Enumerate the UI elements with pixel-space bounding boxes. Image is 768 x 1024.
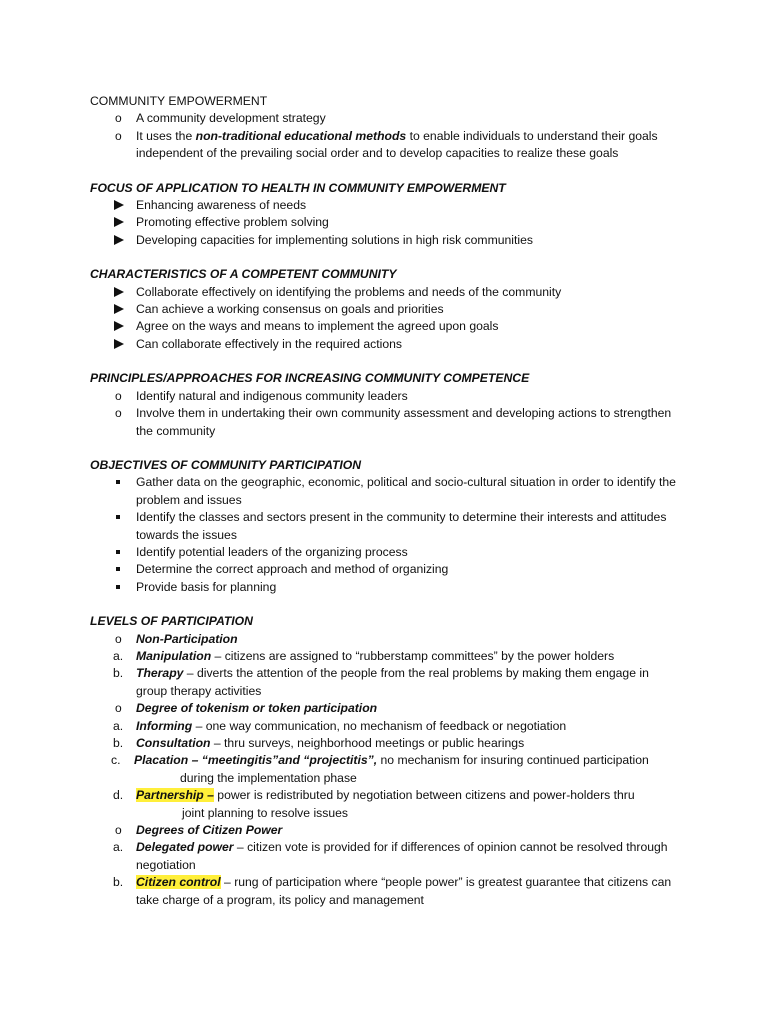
list-item [90,232,682,249]
item-text: – one way communication, no mechanism of feedback or negotiation [192,718,567,733]
item-term: Manipulation [136,648,212,663]
list-item [90,388,682,405]
item-text-emphasis: non-traditional educational methods [195,128,407,143]
list-item [90,301,682,318]
bullet-list [90,284,682,354]
section-heading: PRINCIPLES/APPROACHES FOR INCREASING COMMUNITY COMPETENCE [90,371,530,386]
item-text: Promoting effective problem solving [136,215,329,230]
circle-bullet-icon: o [115,823,122,838]
level-group-title [90,631,682,648]
item-text: Identify natural and indigenous community leaders [136,388,408,403]
item-text: Identify potential leaders of the organizing process [136,544,408,559]
circle-bullet-icon: o [115,111,122,126]
item-letter: b. [113,666,124,681]
item-text: – citizen vote is provided for if differences of opinion cannot be resolved through negotiation [136,840,668,872]
item-text: no mechanism for insuring continued participation [377,753,649,768]
item-term-highlighted: Partnership – [136,788,214,803]
section-heading: OBJECTIVES OF COMMUNITY PARTICIPATION [90,457,362,472]
list-item [90,128,682,163]
bullet-list [90,110,682,162]
item-text: Determine the correct approach and method of organizing [136,562,449,577]
list-item [90,718,682,735]
item-text: Involve them in undertaking their own community assessment and developing actions to strengthen the community [136,406,672,438]
list-item [90,665,682,700]
bullet-list [90,197,682,249]
item-term: Informing [136,718,193,733]
group-title: Non-Participation [136,631,238,646]
circle-bullet-icon: o [115,631,122,646]
levels-list [90,631,682,910]
level-group-title [90,700,682,717]
level-group-title [90,822,682,839]
item-text: Collaborate effectively on identifying the problems and needs of the community [136,284,562,299]
list-item [90,318,682,335]
bullet-list [90,388,682,440]
item-continuation: joint planning to resolve issues [182,805,348,820]
item-text: – citizens are assigned to “rubberstamp committees” by the power holders [211,648,615,663]
item-term: Delegated power [136,840,234,855]
item-letter: d. [113,788,124,803]
item-continuation: during the implementation phase [180,770,357,785]
list-item [90,648,682,665]
group-title: Degrees of Citizen Power [136,823,283,838]
section-principles-approaches [90,370,682,440]
list-item [90,735,682,752]
list-item [90,197,682,214]
item-text: power is redistributed by negotiation between citizens and power-holders thru [213,788,635,803]
list-item [90,509,682,544]
list-item [90,561,682,578]
section-community-empowerment [90,93,682,163]
item-text: – thru surveys, neighborhood meetings or public hearings [210,736,525,750]
list-item [90,284,682,301]
list-item [90,544,682,561]
section-heading: COMMUNITY EMPOWERMENT [90,94,268,108]
section-competent-community [90,266,682,353]
list-item [90,787,682,822]
item-text: – diverts the attention of the people from the real problems by making them engage in group therapy activities [136,666,649,698]
list-item [90,579,682,596]
item-text-pre: It uses the [136,128,196,143]
item-text: Can achieve a working consensus on goals and priorities [136,302,444,317]
item-letter: c. [111,753,121,768]
section-focus-of-application [90,180,682,250]
section-heading: FOCUS OF APPLICATION TO HEALTH IN COMMUNITY EMPOWERMENT [90,180,506,195]
item-text: Agree on the ways and means to implement the agreed upon goals [136,319,499,334]
document-content [90,93,682,926]
item-term-highlighted: Citizen control [136,875,221,890]
item-letter: b. [113,875,124,890]
circle-bullet-icon: o [115,406,122,421]
item-text-post: to enable individuals to understand their goals independent of the prevailing social order and to develop capacities to realize these goals [136,128,658,161]
item-text: Provide basis for planning [136,579,277,594]
item-text: A community development strategy [136,111,326,126]
item-text: Identify the classes and sectors present in the community to determine their interests and attitudes towards the issues [136,510,667,542]
list-item [90,839,682,874]
item-letter: b. [113,736,124,750]
item-text: Developing capacities for implementing solutions in high risk communities [136,232,533,247]
list-item [90,336,682,353]
item-term: Consultation [136,736,211,750]
item-text: – rung of participation where “people power” is greatest guarantee that citizens can take charge of a program, its policy and management [136,875,672,907]
section-heading: CHARACTERISTICS OF A COMPETENT COMMUNITY [90,267,397,282]
item-text: Gather data on the geographic, economic, political and socio-cultural situation in order to identify the problem and issues [136,475,676,507]
item-letter: a. [113,718,124,733]
list-item [90,214,682,231]
list-item [90,405,682,440]
item-term: Therapy [136,666,184,681]
section-levels-of-participation [90,613,682,909]
bullet-list [90,474,682,596]
list-item [90,474,682,509]
item-letter: a. [113,648,124,663]
item-term: Placation – “meetingitis”and “projectitis”, [134,753,378,768]
list-item [90,110,682,127]
circle-bullet-icon: o [115,388,122,403]
item-text: Can collaborate effectively in the required actions [136,336,403,351]
list-item [90,752,682,787]
circle-bullet-icon: o [115,701,122,716]
section-objectives-participation [90,457,682,596]
list-item [90,874,682,909]
group-title: Degree of tokenism or token participation [136,701,378,716]
item-letter: a. [113,840,124,855]
circle-bullet-icon: o [115,128,122,143]
item-text: Enhancing awareness of needs [136,198,307,213]
section-heading: LEVELS OF PARTICIPATION [90,614,253,629]
